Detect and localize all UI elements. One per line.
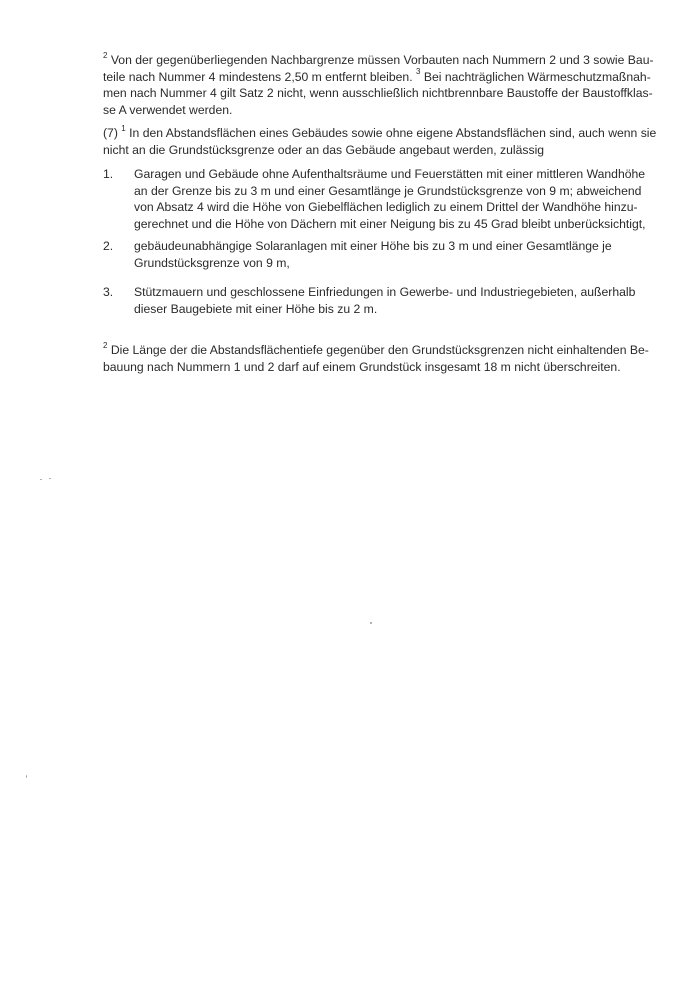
list-line: Garagen und Gebäude ohne Aufenthaltsräume und Feuerstätten mit einer mittleren Wandhöhe [134, 167, 646, 181]
paragraph-final-line-1 [103, 342, 649, 359]
paragraph-7-line-2: nicht an die Grundstücksgrenze oder an das Gebäude angebaut werden, zulässig [103, 142, 545, 157]
sentence-number: 3 [415, 67, 421, 77]
list-number: 2. [103, 239, 114, 253]
paragraph-1-line-2 [103, 69, 654, 86]
sentence-number: 2 [103, 50, 108, 60]
list-number: 3. [103, 285, 114, 299]
sentence-number: 1 [121, 123, 126, 133]
list-line: dieser Baugebiete mit einer Höhe bis zu 2 m. [134, 301, 378, 316]
list-item-text [134, 284, 635, 317]
paragraph-number: (7) [103, 126, 118, 140]
text: Bei nachträglichen Wärmeschutzmaßnah- [423, 69, 651, 84]
text: teile nach Nummer 4 mindestens 2,50 m entfernt bleiben. [103, 69, 413, 84]
paragraph-1-line-1 [103, 52, 654, 69]
paragraph-1 [103, 52, 654, 118]
paragraph-1-line-4: se A verwendet werden. [103, 102, 233, 117]
text: In den Abstandsflächen eines Gebäudes sowie ohne eigene Abstandsflächen sind, auch wenn sie [129, 126, 657, 140]
paragraph-1-line-3: men nach Nummer 4 gilt Satz 2 nicht, wenn ausschließlich nichtbrennbare Baustoffe der Baustoffklas- [103, 86, 653, 100]
list-item-text [134, 166, 646, 232]
scan-speck [40, 479, 42, 480]
list-line: gebäudeunabhängige Solaranlagen mit einer Höhe bis zu 3 m und einer Gesamtlänge je [134, 239, 612, 253]
paragraph-7 [103, 125, 656, 158]
sentence-number: 2 [103, 340, 108, 350]
paragraph-final-line-2: bauung nach Nummern 1 und 2 darf auf einem Grundstück insgesamt 18 m nicht überschreiten. [103, 359, 621, 374]
list-line: Stützmauern und geschlossene Einfriedungen in Gewerbe- und Industriegebieten, außerhalb [134, 285, 636, 299]
scan-speck [49, 478, 51, 479]
text: Die Länge der die Abstandsflächentiefe gegenüber den Grundstücksgrenzen nicht einhaltenden Be- [110, 343, 649, 357]
scan-speck [26, 775, 27, 778]
scan-speck [370, 622, 372, 624]
list-line: an der Grenze bis zu 3 m und einer Gesamtlänge je Grundstücksgrenze von 9 m; abweichend [134, 183, 642, 198]
text: Von der gegenüberliegenden Nachbargrenze müssen Vorbauten nach Nummern 2 und 3 sowie Bau- [110, 53, 654, 67]
paragraph-final [103, 342, 649, 375]
list-line: Grundstücksgrenze von 9 m, [134, 255, 290, 270]
list-line: von Absatz 4 wird die Höhe von Giebelflächen lediglich zu einem Drittel der Wandhöhe hinzu- [134, 200, 638, 214]
paragraph-7-line-1 [103, 125, 656, 142]
list-line: gerechnet und die Höhe von Dächern mit einer Neigung bis zu 45 Grad bleibt unberücksichtigt, [134, 216, 646, 231]
list-number: 1. [103, 167, 114, 181]
list-item-text [134, 238, 612, 271]
